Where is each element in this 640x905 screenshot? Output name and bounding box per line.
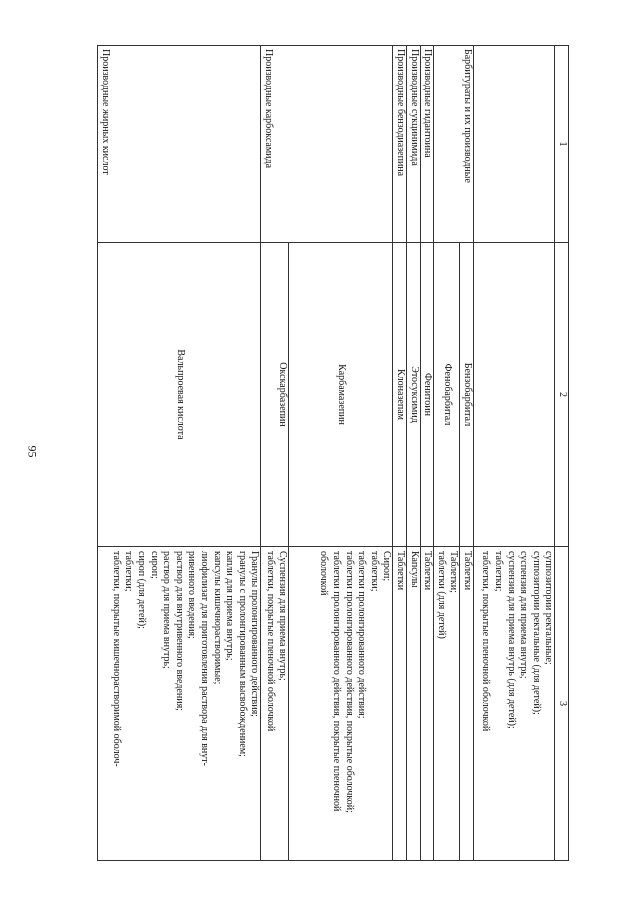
forms-cell <box>460 547 474 861</box>
dosage-form: суспензия для приема внутрь (для детей); <box>505 551 517 729</box>
dosage-form: Гранулы пролонгированного действия; <box>249 551 261 717</box>
forms-cell <box>289 547 393 861</box>
dosage-form: сироп; <box>148 551 160 579</box>
dosage-form: суппозитории ректальные (для детей); <box>530 551 542 715</box>
drug-table <box>97 45 569 861</box>
dosage-form: таблетки (для детей) <box>435 551 447 639</box>
dosage-form: таблетки, покрытые пленочной оболочкой <box>480 551 492 732</box>
dosage-form: Суспензия для приема внутрь; <box>277 551 289 681</box>
drug-cell: Фенитоин <box>420 243 434 547</box>
dosage-form: Таблетки; <box>448 551 460 593</box>
dosage-form: раствор для внутривенного введения; <box>173 551 185 711</box>
forms-cell <box>434 547 460 861</box>
table-row <box>289 46 393 861</box>
dosage-form: раствор для приема внутрь; <box>161 551 173 669</box>
dosage-form: суппозитории ректальные; <box>543 551 555 665</box>
dosage-form: Сироп; <box>381 551 393 582</box>
dosage-form: таблетки; <box>123 551 135 592</box>
table-row <box>393 46 407 861</box>
dosage-form: таблетки пролонгированного действия, покрытые пленочной оболочкой <box>318 551 343 812</box>
group-cell: Производные сукцинимида <box>407 46 421 243</box>
drug-cell: Бензобарбитал <box>460 243 474 547</box>
group-cell <box>474 46 555 243</box>
group-cell: Производные карбоксамида <box>261 46 393 243</box>
table-row <box>420 46 434 861</box>
dosage-form: гранулы с пролонгированным высвобождением; <box>236 551 248 757</box>
dosage-form: таблетки; <box>368 551 380 592</box>
column-header-2: 2 <box>555 243 569 547</box>
dosage-form: таблетки, покрытые пленочной оболочкой <box>264 551 276 732</box>
group-cell: Производные гидантоина <box>420 46 434 243</box>
group-cell: Барбитураты и их производные <box>434 46 474 243</box>
forms-cell <box>474 547 555 861</box>
dosage-form: таблетки пролонгированного действия; <box>356 551 368 719</box>
drug-cell: Фенобарбитал <box>434 243 460 547</box>
forms-cell <box>261 547 289 861</box>
forms-cell: Таблетки <box>393 547 407 861</box>
column-header-1: 1 <box>555 46 569 243</box>
drug-cell: Карбамазепин <box>289 243 393 547</box>
drug-cell <box>474 243 555 547</box>
page-number: 95 <box>25 445 40 458</box>
dosage-form: Таблетки <box>462 551 474 591</box>
drug-cell: Клоназепам <box>393 243 407 547</box>
forms-cell <box>98 547 261 861</box>
dosage-form: таблетки, покрытые кишечнорастворимой оболоч- <box>110 551 122 767</box>
group-cell: Производные жирных кислот <box>98 46 261 243</box>
dosage-form: лиофилизат для приготовления раствора для внут- <box>199 551 211 766</box>
table-row <box>407 46 421 861</box>
forms-cell: Капсулы <box>407 547 421 861</box>
group-cell: Производные бензодиазепина <box>393 46 407 243</box>
drug-cell: Этосуксимид <box>407 243 421 547</box>
drug-cell: Вальпроевая кислота <box>98 243 261 547</box>
dosage-form: суспензия для приема внутрь; <box>518 551 530 679</box>
column-header-3: 3 <box>555 547 569 861</box>
dosage-form: капли для приема внутрь; <box>224 551 236 661</box>
table-row <box>460 46 474 861</box>
dosage-form: сироп (для детей); <box>136 551 148 629</box>
rotated-page-content <box>87 45 569 860</box>
dosage-form: ривенного введения; <box>186 551 198 639</box>
drug-cell: Окскарбазепин <box>261 243 289 547</box>
dosage-form: таблетки; <box>493 551 505 592</box>
forms-cell: Таблетки <box>420 547 434 861</box>
table-header-row <box>555 46 569 861</box>
table-row <box>474 46 555 861</box>
dosage-form: капсулы кишечнорастворимые; <box>211 551 223 685</box>
table-row <box>98 46 261 861</box>
dosage-form: таблетки пролонгированного действия, покрытые оболочкой; <box>343 551 355 813</box>
